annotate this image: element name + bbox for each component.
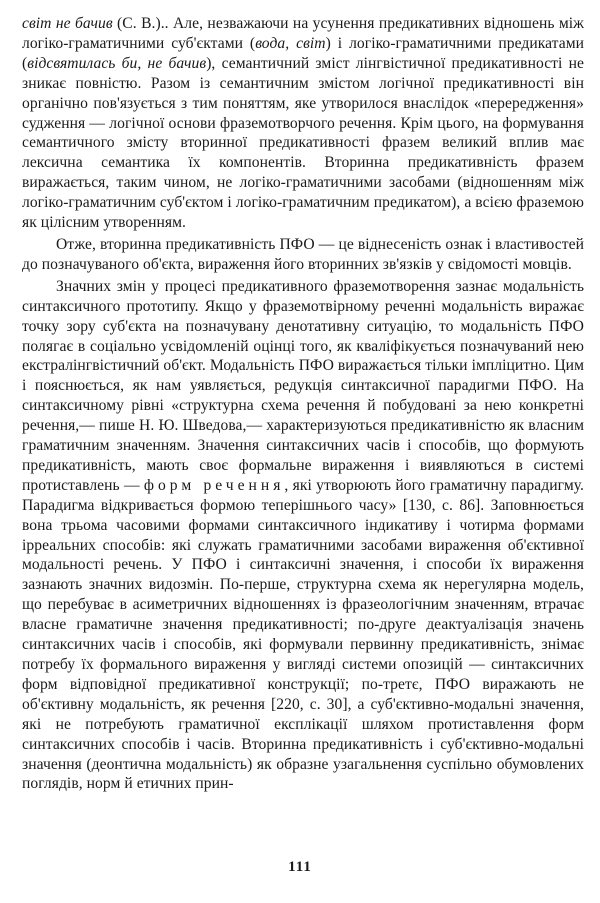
paragraph-2 [22,235,584,275]
p1-run-5: ), семантичний зміст лінгвістичної предикативності не зникає повністю. Разом із семантичним змістом логічної предикативності він органічно пов'язується з тим поняттям, яке утворилося внаслідок «перередження» судження — логічної основи фраземотворчого речення. Крім цього, на формування семантичного змісту вторинної предикативності фразем великий вплив має лексична семантика їх компонентів. Вторинна предикативність фразем виражається, таким чином, не логіко-граматичними засобами (відношенням між логіко-граматичним суб'єктом і логіко-граматичним предикатом), а всією фраземою як цілісним утворенням. [22,54,584,232]
p2-run-0: Отже, вторинна предикативність ПФО — це віднесеність ознак і властивостей до позначуваного об'єкта, вираження його вторинних зв'язків у свідомості мовців. [22,235,584,273]
p3-run-0: Значних змін у процесі предикативного фраземотворення зазнає модальність синтаксичного прототипу. Якщо у фраземотвірному реченні модальність виражає точку зору суб'єкта на позначувану денотативну ситуацію, то модальність ПФО полягає в соціально усвідомленій оцінці того, як кваліфікується позначуваний нею екстралінгвістичний об'єкт. Модальність ПФО виражається тільки імпліцитно. Цим і пояснюється, як нам уявляється, редукція синтаксичної парадигми ПФО. На синтаксичному рівні «структурна схема речення й побудовані за нею конкретні речення,— пише Н. Ю. Шведова,— характеризуються предикативністю як власним граматичним значенням. Значення синтаксичних часів і способів, що формують предикативність, мають своє формальне вираження і виявляються в системі протиставлень — [22,277,584,494]
page-number: 111 [288,859,312,875]
paragraph-3 [22,277,584,795]
p1-run-0: світ не бачив [22,15,113,32]
document-page [22,14,584,794]
p1-run-1: (С. В.).. Але, незважаючи на усунення предикативних відношень між логіко-граматичними суб'єктами ( [22,15,584,52]
p3-run-1: форм речення [143,476,285,494]
p1-run-4: відсвятилась би, не бачив [27,54,207,72]
p1-run-3: ) і логіко-граматичними предикатами ( [22,34,585,72]
paragraph-1 [22,14,584,233]
p3-run-2: , які утворюють його граматичну парадигму. Парадигма відкривається формою теперішнього часу» [130, с. 86]. Заповнюється вона трьома часовими формами синтаксичного індикативу і чотирма формами ірреальних способів: які служать граматичними засобами вираження об'єктивної модальності речень. У ПФО і синтаксичні значення, і способи їх вираження зазнають значних видозмін. По-перше, структурна схема як нерегулярна модель, що перебуває в асиметричних відношеннях із фразеологічним значенням, втрачає власне граматичне значення предикативності; по-друге деактуалізація значень синтаксичних часів і способів, які формували первинну предикативність, знімає потребу їх формального вираження у вигляді системи опозицій — синтаксичних форм відповідної предикативної конструкції; по-третє, ПФО виражають не об'єктивну модальність, як речення [220, с. 30], а суб'єктивно-модальні значення, які не потребують граматичної експлікації шляхом протиставлення форм синтаксичних способів і часів. Вторинна предикативність і суб'єктивно-модальні значення (деонтична модальність) як образне узагальнення суспільно обумовлених поглядів, норм й етичних прин- [22,476,584,793]
p1-run-2: вода, світ [255,34,326,52]
